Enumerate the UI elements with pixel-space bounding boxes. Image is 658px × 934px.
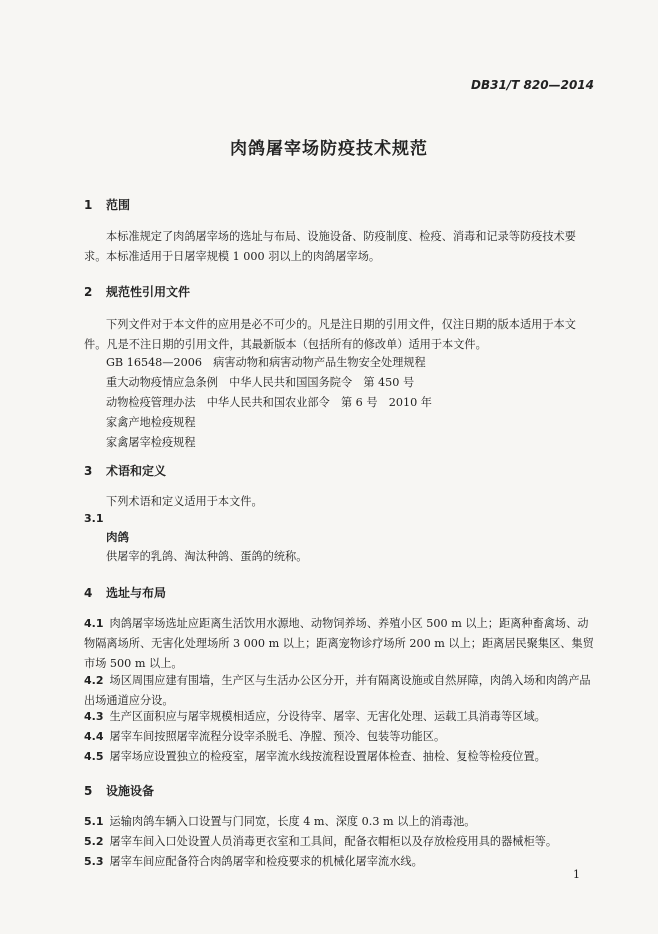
section-title: 设施设备 bbox=[106, 784, 155, 798]
page-number: 1 bbox=[573, 868, 580, 881]
clause-text: 运输肉鸽车辆入口设置与门同宽，长度 4 m、深度 0.3 m 以上的消毒池。 bbox=[109, 815, 476, 828]
clause-text: 屠宰车间按照屠宰流程分设宰杀脱毛、净膛、预冷、包装等功能区。 bbox=[109, 730, 446, 743]
document-title: 肉鸽屠宰场防疫技术规范 bbox=[230, 139, 428, 159]
clause-number: 5.1 bbox=[84, 815, 104, 828]
clause-number: 4.2 bbox=[84, 674, 104, 687]
clause-number: 5.3 bbox=[84, 855, 104, 868]
clause bbox=[84, 727, 596, 747]
clause bbox=[84, 671, 596, 711]
section-title: 规范性引用文件 bbox=[106, 285, 191, 299]
paragraph: 本标准规定了肉鸽屠宰场的选址与布局、设施设备、防疫制度、检疫、消毒和记录等防疫技术要求。 bbox=[84, 230, 576, 263]
clause-text: 屠宰场应设置独立的检疫室，屠宰流水线按流程设置屠体检查、抽检、复检等检疫位置。 bbox=[109, 750, 546, 763]
clause-number: 4.4 bbox=[84, 730, 104, 743]
clause-text: 屠宰车间入口处设置人员消毒更衣室和工具间，配备衣帽柜以及存放检疫用具的器械柜等。 bbox=[109, 835, 558, 848]
term-name: 肉鸽 bbox=[106, 530, 129, 544]
clause-number: 4.1 bbox=[84, 617, 104, 630]
section-title: 选址与布局 bbox=[106, 586, 167, 600]
section-heading-4 bbox=[84, 584, 166, 601]
section-title: 术语和定义 bbox=[106, 464, 167, 478]
section-number: 5 bbox=[84, 784, 93, 798]
clause-text: 肉鸽屠宰场选址应距离生活饮用水源地、动物饲养场、养殖小区 500 m 以上；距离种畜禽场、动物隔离场所、无害化处理场所 3 000 m 以上；距离宠物诊疗场所 200 m 以上；距离居民聚集区、集贸市场 500 m 以上。 bbox=[84, 617, 594, 670]
reference-item: 家禽屠宰检疫规程 bbox=[106, 436, 196, 449]
reference-item: 重大动物疫情应急条例 中华人民共和国国务院令 第 450 号 bbox=[106, 376, 415, 389]
clause-text: 屠宰车间应配备符合肉鸽屠宰和检疫要求的机械化屠宰流水线。 bbox=[109, 855, 423, 868]
reference-item: GB 16548—2006 病害动物和病害动物产品生物安全处理规程 bbox=[106, 356, 426, 369]
clause bbox=[84, 747, 596, 767]
section-number: 1 bbox=[84, 198, 93, 212]
section-number: 2 bbox=[84, 285, 93, 299]
term-definition: 供屠宰的乳鸽、淘汰种鸽、蛋鸽的统称。 bbox=[106, 550, 308, 563]
clause-text: 场区周围应建有围墙，生产区与生活办公区分开，并有隔离设施或自然屏障，肉鸽入场和肉鸽产品出场通道应分设。 bbox=[84, 674, 591, 707]
paragraph: 下列术语和定义适用于本文件。 bbox=[106, 495, 263, 508]
document-code: DB31/T 820—2014 bbox=[471, 78, 594, 92]
paragraph: 本标准适用于日屠宰规模 1 000 羽以上的肉鸽屠宰场。 bbox=[106, 250, 381, 263]
section-heading-3 bbox=[84, 462, 166, 479]
clause bbox=[84, 614, 596, 674]
clause-number: 4.5 bbox=[84, 750, 104, 763]
reference-item: 家禽产地检疫规程 bbox=[106, 416, 196, 429]
reference-item: 动物检疫管理办法 中华人民共和国农业部令 第 6 号 2010 年 bbox=[106, 396, 432, 409]
clause-text: 生产区面积应与屠宰规模相适应，分设待宰、屠宰、无害化处理、运载工具消毒等区域。 bbox=[109, 710, 546, 723]
section-heading-5 bbox=[84, 782, 154, 799]
subclause-number: 3.1 bbox=[84, 512, 104, 525]
section-number: 3 bbox=[84, 464, 93, 478]
section-number: 4 bbox=[84, 586, 93, 600]
paragraph: 下列文件对于本文件的应用是必不可少的。凡是注日期的引用文件，仅注日期的版本适用于本文件。凡是不注日期的引用文件，其最新版本（包括所有的修改单）适用于本文件。 bbox=[84, 318, 576, 351]
clause bbox=[84, 852, 596, 872]
section-heading-1 bbox=[84, 196, 130, 213]
clause bbox=[84, 707, 596, 727]
clause bbox=[84, 832, 596, 852]
clause bbox=[84, 812, 596, 832]
section-title: 范围 bbox=[106, 198, 131, 212]
section-heading-2 bbox=[84, 283, 190, 300]
clause-number: 5.2 bbox=[84, 835, 104, 848]
clause-number: 4.3 bbox=[84, 710, 104, 723]
